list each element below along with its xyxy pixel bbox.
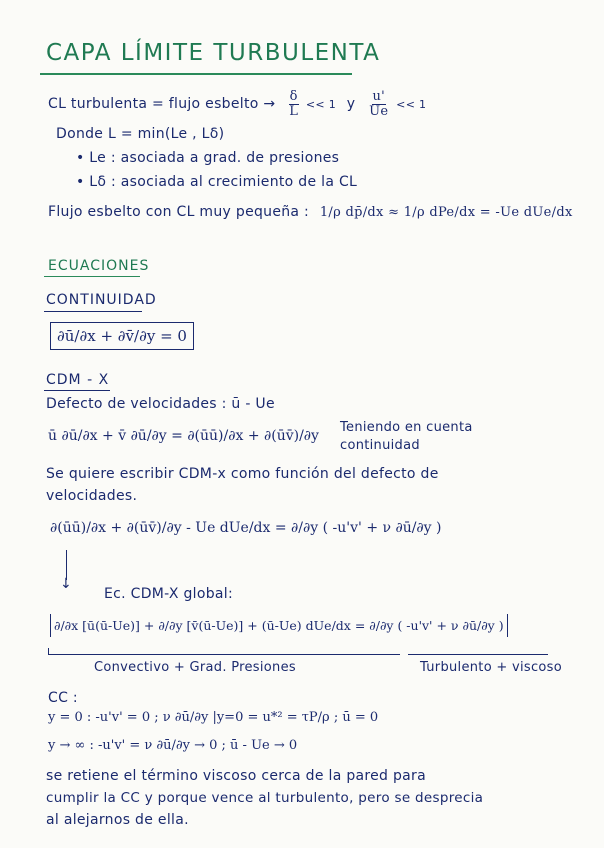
- brace-left-tick: [48, 648, 49, 655]
- cdm-equation-global: ∂/∂x [ū(ū-Ue)] + ∂/∂y [v̄(ū-Ue)] + (ū-Ue) dUe/dx = ∂/∂y ( -u'v' + ν ∂ū/∂y ): [50, 614, 508, 637]
- bullet-le: • Le : asociada a grad. de presiones: [76, 150, 340, 166]
- ratio1-relation: << 1: [305, 98, 337, 112]
- cc-condition-2: y → ∞ : -u'v' = ν ∂ū/∂y → 0 ; ū - Ue → 0: [48, 738, 298, 753]
- continuidad-equation: ∂ū/∂x + ∂v̄/∂y = 0: [50, 322, 194, 350]
- donde-line: Donde L = min(Le , Lδ): [56, 126, 225, 142]
- conjunction: y: [346, 96, 356, 113]
- cdm-equation-1: ū ∂ū/∂x + v̄ ∂ū/∂y = ∂(ūū)/∂x + ∂(ūv̄)/∂y: [48, 428, 319, 444]
- section-ecuaciones: ECUACIONES: [48, 258, 150, 274]
- ecuaciones-underline: [44, 276, 140, 277]
- ratio-u-Ue: $\frac{u'}{Ue}$: [369, 89, 389, 119]
- intro-line: [48, 90, 426, 118]
- flujo-line: [48, 204, 573, 220]
- bullet-ld: • Lδ : asociada al crecimiento de la CL: [76, 174, 358, 190]
- note-teniendo: Teniendo en cuenta: [340, 420, 473, 435]
- continuidad-underline: [44, 311, 142, 312]
- ratio-delta-L: $\frac{\delta}{L}$: [289, 89, 299, 119]
- defecto-line: Defecto de velocidades : ū - Ue: [46, 396, 275, 412]
- flujo-equation: 1/ρ dp̄/dx ≈ 1/ρ dPe/dx = -Ue dUe/dx: [319, 205, 573, 220]
- section-continuidad: CONTINUIDAD: [46, 292, 157, 308]
- brace-right: [408, 654, 548, 655]
- section-cdm: CDM - X: [46, 372, 110, 388]
- cdm-equation-2: ∂(ūū)/∂x + ∂(ūv̄)/∂y - Ue dUe/dx = ∂/∂y ( -u'v' + ν ∂ū/∂y ): [50, 520, 442, 536]
- brace-label-turbulento: Turbulento + viscoso: [420, 660, 563, 675]
- brace-label-convectivo: Convectivo + Grad. Presiones: [94, 660, 296, 675]
- flujo-text: Flujo esbelto con CL muy pequeña :: [48, 204, 310, 220]
- note-continuidad: continuidad: [340, 438, 420, 453]
- closing-line-2: cumplir la CC y porque vence al turbulento, pero se desprecia: [46, 790, 484, 806]
- cc-label: CC :: [48, 690, 78, 706]
- intro-text: CL turbulenta = flujo esbelto →: [48, 96, 276, 113]
- title-underline: [40, 73, 352, 75]
- brace-left: [48, 654, 400, 655]
- closing-line-3: al alejarnos de ella.: [46, 812, 189, 828]
- closing-line-1: se retiene el término viscoso cerca de la pared para: [46, 768, 426, 784]
- global-label: Ec. CDM-X global:: [104, 586, 233, 602]
- arrow-down-icon: ↓: [60, 576, 73, 592]
- page-title: CAPA LÍMITE TURBULENTA: [46, 40, 381, 66]
- quiere-line-2: velocidades.: [46, 488, 138, 504]
- cdm-underline: [44, 390, 110, 391]
- ratio2-relation: << 1: [396, 98, 427, 112]
- quiere-line-1: Se quiere escribir CDM-x como función del defecto de: [46, 466, 439, 482]
- cc-condition-1: y = 0 : -u'v' = 0 ; ν ∂ū/∂y |y=0 = u*² = τP/ρ ; ū = 0: [48, 710, 379, 725]
